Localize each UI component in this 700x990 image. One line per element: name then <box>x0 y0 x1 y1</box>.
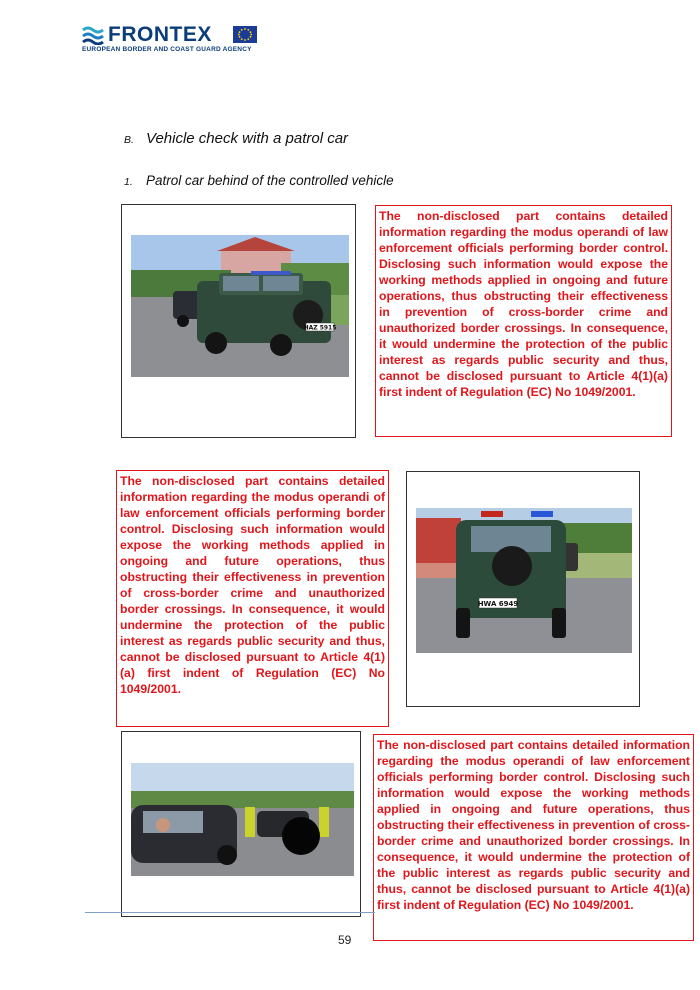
subsection-title: Patrol car behind of the controlled vehicle <box>146 173 394 188</box>
photo-frame-1 <box>121 204 356 438</box>
eu-flag-icon <box>233 26 257 43</box>
redaction-notice-3: The non-disclosed part contains detailed information regarding the modus operandi of law enforcement officials performing border control. Disclosing such information would expose the working methods applied in ongoing and future operations, thus obstructing their effectiveness in prevention of cross-border crime and unauthorized border crossings. In consequence, it would undermine the protection of the public interest as regards public security and thus, cannot be disclosed pursuant to Article 4(1)(a) first indent of Regulation (EC) No 1049/2001. <box>373 734 694 941</box>
footer-rule <box>85 912 375 913</box>
frontex-logo <box>82 24 262 56</box>
section-title: Vehicle check with a patrol car <box>146 130 349 147</box>
photo2-plate: HWA 6949 <box>477 600 519 608</box>
page-number: 59 <box>338 933 352 947</box>
redaction-notice-1: The non-disclosed part contains detailed information regarding the modus operandi of law enforcement officials performing border control. Disclosing such information would expose the working methods applied in ongoing and future operations, thus obstructing their effectiveness in prevention of cross-border crime and unauthorized border crossings. In consequence, it would undermine the protection of the public interest as regards public security and thus, cannot be disclosed pursuant to Article 4(1)(a) first indent of Regulation (EC) No 1049/2001. <box>375 205 672 437</box>
section-heading <box>124 130 348 147</box>
frontex-waves-icon <box>82 25 104 45</box>
photo-patrol-car-behind <box>131 235 349 377</box>
redaction-notice-2: The non-disclosed part contains detailed information regarding the modus operandi of law enforcement officials performing border control. Disclosing such information would expose the working methods applied in ongoing and future operations, thus obstructing their effectiveness in prevention of cross-border crime and unauthorized border crossings. In consequence, it would undermine the protection of the public interest as regards public security and thus, cannot be disclosed pursuant to Article 4(1) (a) first indent of Regulation (EC) No 1049/2001. <box>116 470 389 727</box>
photo-roadside-check <box>131 763 354 876</box>
section-letter: B. <box>124 134 134 146</box>
photo-frame-2 <box>406 471 640 707</box>
subsection-heading <box>124 173 394 188</box>
logo-subtitle: EUROPEAN BORDER AND COAST GUARD AGENCY <box>82 46 252 53</box>
photo1-plate: HAZ 5915 <box>303 324 337 332</box>
photo-frame-3 <box>121 731 361 917</box>
photo-patrol-car-rear <box>416 508 632 653</box>
redaction-blackout <box>282 817 320 855</box>
logo-name: FRONTEX <box>108 23 212 46</box>
subsection-number: 1. <box>124 176 133 188</box>
